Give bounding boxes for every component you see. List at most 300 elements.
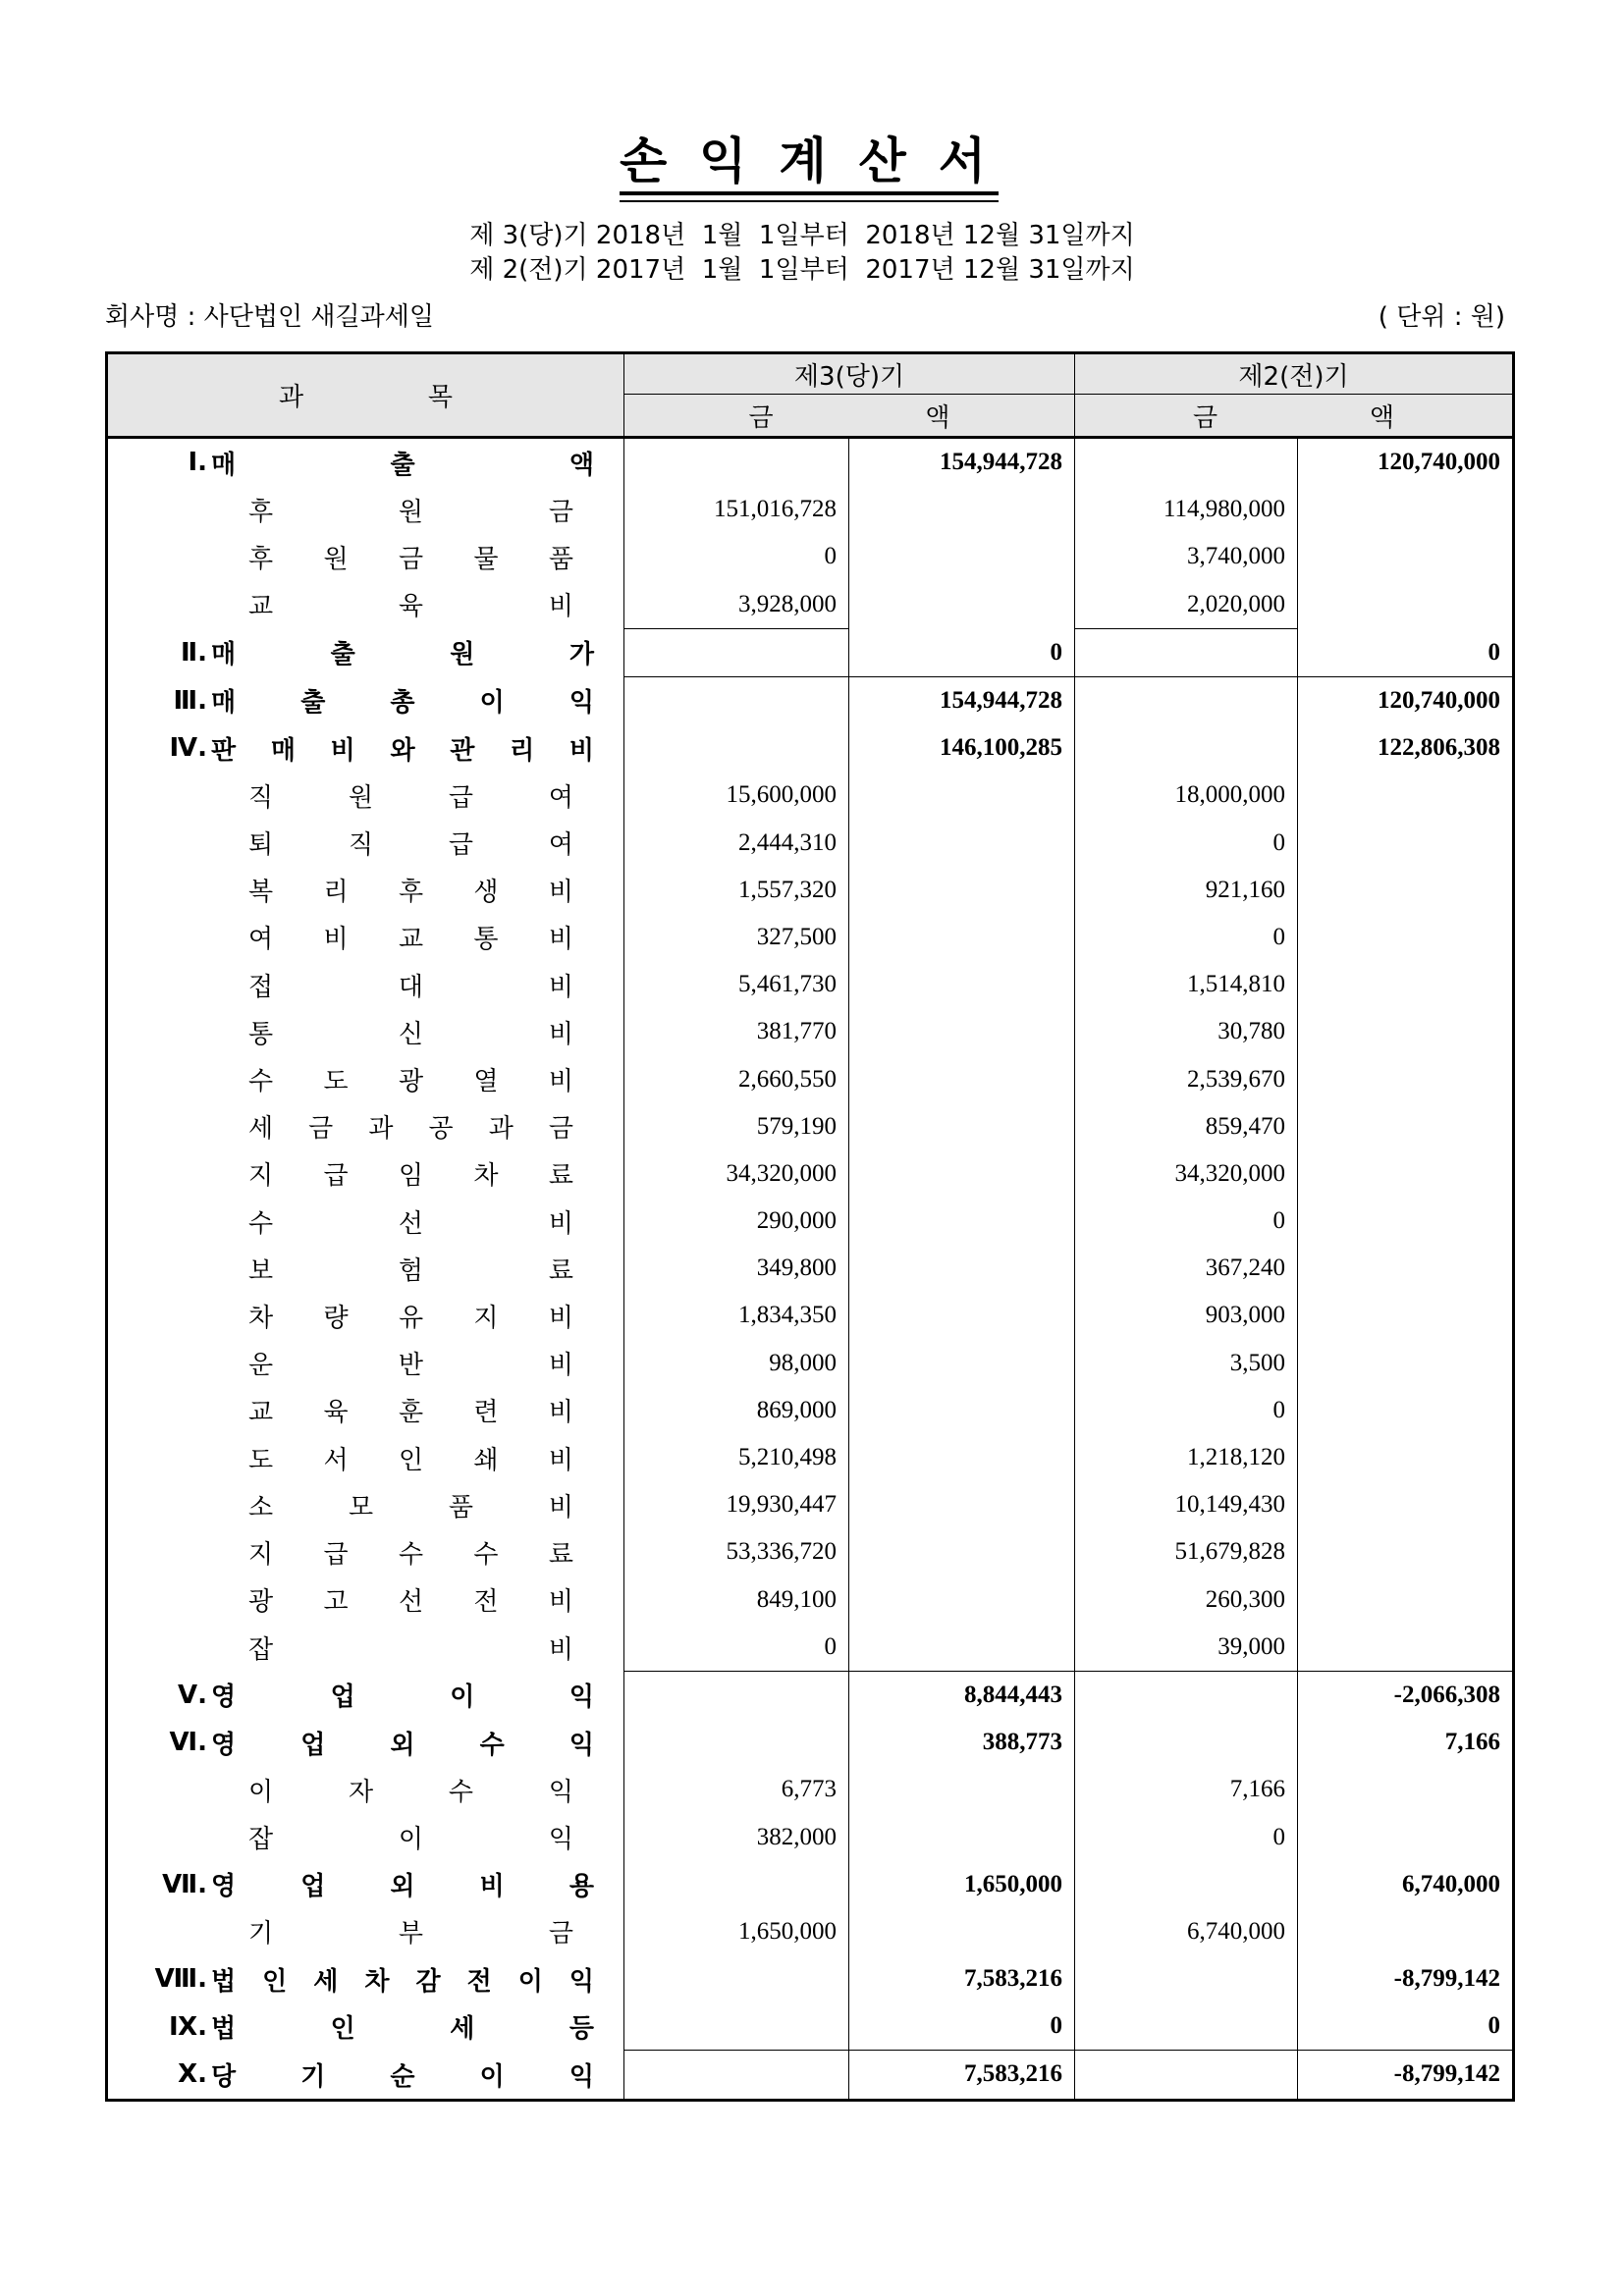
statement-body [107,438,1514,2101]
item-row [107,1908,1514,1955]
current-total-amount-cell [849,1103,1075,1150]
item-label: 세 금 과 공 과 금 [248,1114,573,1145]
item-row [107,1576,1514,1624]
account-cell [107,1008,624,1055]
header-current-amount-label: 금 액 [748,402,950,433]
header-current-amount [624,395,1075,438]
current-total-amount-cell [849,1528,1075,1575]
prior-detail-amount-cell [1075,1719,1298,1766]
current-total-amount: 154,944,728 [940,687,1062,715]
account-cell [107,820,624,867]
current-total-amount-cell [849,724,1075,772]
current-total-amount: 0 [1050,638,1062,666]
prior-detail-amount-cell [1075,1908,1298,1955]
current-detail-amount-cell [624,1434,849,1481]
section-numeral: Ⅵ. [169,1728,207,1758]
prior-total-amount-cell [1298,820,1514,867]
prior-detail-amount: 0 [1272,923,1285,950]
current-total-amount-cell [849,1292,1075,1339]
current-detail-amount: 5,461,730 [738,971,837,998]
item-row [107,1624,1514,1672]
prior-detail-amount-cell [1075,1434,1298,1481]
item-row [107,1055,1514,1102]
current-total-amount-cell [849,1055,1075,1102]
prior-total-amount-cell [1298,628,1514,676]
income-statement-table [105,351,1515,2102]
table-header [107,353,1514,438]
prior-total-amount-cell [1298,1150,1514,1198]
section-label: 영 업 외 비 용 [211,1872,594,1902]
current-total-amount-cell [849,914,1075,961]
prior-total-amount-cell [1298,1528,1514,1575]
current-detail-amount: 382,000 [756,1823,837,1850]
item-label: 수 도 광 열 비 [248,1067,573,1097]
item-row [107,1245,1514,1292]
item-row [107,533,1514,580]
current-total-amount-cell [849,676,1075,724]
current-detail-amount-cell [624,1198,849,1245]
prior-total-amount-cell [1298,1861,1514,1908]
prior-detail-amount: 30,780 [1217,1018,1285,1045]
account-cell [107,1861,624,1908]
prior-detail-amount-cell [1075,486,1298,533]
current-detail-amount: 34,320,000 [726,1159,837,1187]
section-label: 영 업 외 수 익 [211,1730,594,1760]
current-total-amount-cell [849,1813,1075,1860]
current-total-amount: 0 [1050,2012,1062,2040]
current-total-amount: 7,583,216 [964,2060,1062,2088]
item-label: 직 원 급 여 [248,782,573,813]
header-current-period: 제3(당)기 [624,353,1075,395]
account-cell [107,1055,624,1102]
current-detail-amount: 6,773 [781,1776,837,1803]
prior-detail-amount: 3,500 [1229,1349,1285,1376]
prior-total-amount-cell [1298,961,1514,1008]
item-row [107,1292,1514,1339]
account-cell [107,867,624,914]
current-detail-amount: 1,557,320 [738,876,837,903]
current-total-amount-cell [849,1198,1075,1245]
account-cell [107,1528,624,1575]
item-label: 후 원 금 물 품 [248,544,573,574]
prior-detail-amount: 0 [1272,1207,1285,1235]
section-numeral: Ⅹ. [178,2059,207,2090]
account-cell [107,1719,624,1766]
current-total-amount-cell [849,961,1075,1008]
prior-detail-amount: 903,000 [1205,1302,1285,1329]
prior-detail-amount-cell [1075,2051,1298,2100]
section-numeral: Ⅷ. [154,1964,207,1995]
current-detail-amount-cell [624,628,849,676]
item-label: 지 급 수 수 료 [248,1539,573,1570]
item-row [107,1103,1514,1150]
current-period-line: 제 3(당)기 2018년 1월 1일부터 2018년 12월 31일까지 [469,221,1135,250]
section-row [107,676,1514,724]
current-detail-amount-cell [624,1103,849,1150]
prior-detail-amount: 260,300 [1205,1585,1285,1613]
prior-total-amount-cell [1298,581,1514,629]
prior-detail-amount: 7,166 [1229,1776,1285,1803]
prior-detail-amount: 859,470 [1205,1112,1285,1140]
account-cell [107,1671,624,1719]
item-label: 후 원 금 [248,497,573,527]
current-detail-amount: 349,800 [756,1255,837,1282]
section-label: 법 인 세 차 감 전 이 익 [211,1966,594,1997]
prior-total-amount-cell [1298,1813,1514,1860]
current-detail-amount: 2,444,310 [738,828,837,856]
current-detail-amount-cell [624,1055,849,1102]
current-total-amount: 146,100,285 [940,734,1062,762]
current-detail-amount-cell [624,1671,849,1719]
prior-detail-amount: 0 [1272,1396,1285,1423]
current-total-amount-cell [849,1245,1075,1292]
prior-total-amount-cell [1298,867,1514,914]
current-detail-amount-cell [624,1576,849,1624]
prior-period-line: 제 2(전)기 2017년 1월 1일부터 2017년 12월 31일까지 [469,255,1135,285]
section-row [107,628,1514,676]
prior-detail-amount-cell [1075,867,1298,914]
current-detail-amount-cell [624,1955,849,2002]
prior-detail-amount-cell [1075,1861,1298,1908]
prior-total-amount-cell [1298,1245,1514,1292]
account-cell [107,1481,624,1528]
prior-detail-amount: 1,218,120 [1187,1444,1285,1471]
item-label: 통 신 비 [248,1019,573,1049]
current-detail-amount-cell [624,1766,849,1813]
prior-detail-amount: 10,149,430 [1174,1491,1285,1519]
prior-detail-amount-cell [1075,1292,1298,1339]
current-detail-amount-cell [624,438,849,487]
prior-detail-amount: 39,000 [1217,1632,1285,1660]
prior-total-amount-cell [1298,533,1514,580]
section-row [107,2051,1514,2100]
current-total-amount-cell [849,1340,1075,1387]
account-cell [107,1340,624,1387]
company-name: 회사명 : 사단법인 새길과세일 [105,302,434,332]
account-cell [107,1624,624,1672]
prior-total-amount: 6,740,000 [1402,1870,1500,1897]
prior-detail-amount-cell [1075,1150,1298,1198]
current-total-amount-cell [849,1481,1075,1528]
item-row [107,1481,1514,1528]
current-detail-amount-cell [624,961,849,1008]
prior-total-amount: -8,799,142 [1393,2060,1500,2088]
current-detail-amount: 5,210,498 [738,1444,837,1471]
item-label: 교 육 훈 련 비 [248,1398,573,1428]
account-cell [107,1292,624,1339]
current-detail-amount-cell [624,2002,849,2051]
current-detail-amount: 53,336,720 [726,1538,837,1566]
item-row [107,581,1514,629]
prior-detail-amount-cell [1075,1671,1298,1719]
prior-detail-amount-cell [1075,1387,1298,1434]
current-total-amount-cell [849,438,1075,487]
current-detail-amount-cell [624,1340,849,1387]
current-detail-amount-cell [624,533,849,580]
section-numeral: Ⅴ. [178,1680,207,1710]
prior-detail-amount: 921,160 [1205,876,1285,903]
item-row [107,1528,1514,1575]
prior-total-amount-cell [1298,1008,1514,1055]
prior-detail-amount-cell [1075,724,1298,772]
prior-detail-amount: 1,514,810 [1187,971,1285,998]
account-cell [107,724,624,772]
prior-total-amount-cell [1298,1908,1514,1955]
account-cell [107,486,624,533]
section-numeral: Ⅳ. [169,733,207,764]
header-prior-amount-label: 금 액 [1193,402,1394,433]
section-label: 영 업 이 익 [211,1682,594,1713]
current-detail-amount: 3,928,000 [738,590,837,617]
item-row [107,486,1514,533]
section-row [107,1719,1514,1766]
account-cell [107,438,624,487]
account-cell [107,1245,624,1292]
item-label: 여 비 교 통 비 [248,925,573,955]
item-label: 소 모 품 비 [248,1492,573,1522]
current-detail-amount-cell [624,2051,849,2100]
account-cell [107,1576,624,1624]
current-detail-amount: 2,660,550 [738,1065,837,1093]
item-label: 퇴 직 급 여 [248,830,573,861]
prior-total-amount: 0 [1488,638,1500,666]
item-label: 광 고 선 전 비 [248,1587,573,1618]
item-row [107,1198,1514,1245]
prior-detail-amount: 114,980,000 [1163,496,1285,523]
current-total-amount-cell [849,1671,1075,1719]
section-label: 법 인 세 등 [211,2014,594,2045]
current-total-amount-cell [849,1434,1075,1481]
header-row-periods [107,353,1514,395]
prior-total-amount-cell [1298,1955,1514,2002]
section-numeral: Ⅶ. [162,1869,207,1899]
prior-detail-amount-cell [1075,1576,1298,1624]
item-label: 기 부 금 [248,1919,573,1949]
header-prior-amount [1075,395,1514,438]
account-cell [107,676,624,724]
section-row [107,724,1514,772]
item-row [107,961,1514,1008]
section-numeral: Ⅰ. [188,448,207,478]
current-total-amount-cell [849,1150,1075,1198]
document-title: 손 익 계 산 서 [620,133,986,189]
prior-detail-amount-cell [1075,2002,1298,2051]
current-total-amount-cell [849,1624,1075,1672]
prior-total-amount-cell [1298,1292,1514,1339]
prior-total-amount-cell [1298,914,1514,961]
account-cell [107,1103,624,1150]
prior-detail-amount-cell [1075,581,1298,629]
item-row [107,820,1514,867]
item-label: 도 서 인 쇄 비 [248,1445,573,1475]
prior-detail-amount: 367,240 [1205,1255,1285,1282]
account-cell [107,2002,624,2051]
prior-total-amount-cell [1298,772,1514,819]
item-row [107,1008,1514,1055]
prior-detail-amount-cell [1075,1103,1298,1150]
prior-detail-amount-cell [1075,1245,1298,1292]
item-row [107,914,1514,961]
current-detail-amount-cell [624,1719,849,1766]
prior-detail-amount-cell [1075,1008,1298,1055]
prior-detail-amount: 0 [1272,1823,1285,1850]
prior-detail-amount-cell [1075,772,1298,819]
prior-total-amount-cell [1298,1481,1514,1528]
prior-detail-amount-cell [1075,676,1298,724]
current-total-amount-cell [849,820,1075,867]
item-label: 수 선 비 [248,1208,573,1239]
prior-total-amount: -2,066,308 [1393,1681,1500,1708]
prior-total-amount: 7,166 [1444,1729,1500,1756]
current-detail-amount-cell [624,1292,849,1339]
current-detail-amount: 19,930,447 [726,1491,837,1519]
current-total-amount-cell [849,1719,1075,1766]
prior-detail-amount-cell [1075,1340,1298,1387]
account-cell [107,628,624,676]
current-total-amount: 1,650,000 [964,1870,1062,1897]
current-detail-amount: 151,016,728 [714,496,837,523]
current-detail-amount-cell [624,867,849,914]
account-cell [107,1150,624,1198]
current-detail-amount-cell [624,1813,849,1860]
account-cell [107,961,624,1008]
current-detail-amount: 1,834,350 [738,1302,837,1329]
current-total-amount: 7,583,216 [964,1965,1062,1993]
current-total-amount-cell [849,1576,1075,1624]
item-row [107,1766,1514,1813]
current-detail-amount-cell [624,1481,849,1528]
account-cell [107,1813,624,1860]
current-total-amount: 8,844,443 [964,1681,1062,1708]
account-cell [107,1387,624,1434]
current-total-amount-cell [849,486,1075,533]
current-detail-amount-cell [624,1150,849,1198]
header-prior-period: 제2(전)기 [1075,353,1514,395]
section-row [107,438,1514,487]
prior-total-amount-cell [1298,676,1514,724]
prior-total-amount-cell [1298,1766,1514,1813]
section-row [107,1671,1514,1719]
current-detail-amount: 98,000 [769,1349,837,1376]
current-detail-amount-cell [624,772,849,819]
current-total-amount-cell [849,628,1075,676]
current-detail-amount: 869,000 [756,1396,837,1423]
account-cell [107,2051,624,2100]
prior-total-amount-cell [1298,438,1514,487]
prior-detail-amount-cell [1075,1055,1298,1102]
prior-detail-amount: 2,539,670 [1187,1065,1285,1093]
prior-detail-amount-cell [1075,914,1298,961]
item-row [107,1150,1514,1198]
current-detail-amount-cell [624,1624,849,1672]
title-double-underline [620,191,999,202]
item-label: 접 대 비 [248,972,573,1002]
prior-total-amount-cell [1298,1719,1514,1766]
current-detail-amount-cell [624,724,849,772]
header-account-label: 과 목 [279,383,453,412]
prior-detail-amount-cell [1075,1528,1298,1575]
prior-detail-amount: 6,740,000 [1187,1917,1285,1945]
current-detail-amount: 579,190 [756,1112,837,1140]
current-detail-amount-cell [624,1861,849,1908]
item-label: 잡 비 [248,1634,573,1665]
prior-total-amount-cell [1298,1434,1514,1481]
current-total-amount-cell [849,1861,1075,1908]
prior-total-amount: 120,740,000 [1378,687,1500,715]
current-total-amount-cell [849,867,1075,914]
prior-detail-amount-cell [1075,961,1298,1008]
prior-detail-amount: 3,740,000 [1187,543,1285,570]
prior-detail-amount-cell [1075,1955,1298,2002]
current-total-amount-cell [849,581,1075,629]
item-label: 교 육 비 [248,592,573,622]
current-detail-amount: 1,650,000 [738,1917,837,1945]
prior-detail-amount-cell [1075,1624,1298,1672]
prior-detail-amount: 2,020,000 [1187,590,1285,617]
section-row [107,1861,1514,1908]
prior-total-amount: -8,799,142 [1393,1965,1500,1993]
current-detail-amount-cell [624,486,849,533]
current-total-amount-cell [849,1766,1075,1813]
section-numeral: Ⅱ. [180,637,207,667]
prior-total-amount: 0 [1488,2012,1500,2040]
account-cell [107,1434,624,1481]
section-numeral: Ⅸ. [168,2011,207,2042]
current-detail-amount: 381,770 [756,1018,837,1045]
prior-total-amount-cell [1298,1198,1514,1245]
current-detail-amount: 290,000 [756,1207,837,1235]
current-total-amount-cell [849,1908,1075,1955]
prior-total-amount-cell [1298,1340,1514,1387]
item-label: 보 험 료 [248,1255,573,1286]
prior-detail-amount-cell [1075,820,1298,867]
prior-detail-amount-cell [1075,1766,1298,1813]
current-total-amount-cell [849,533,1075,580]
section-row [107,2002,1514,2051]
account-cell [107,1908,624,1955]
current-detail-amount-cell [624,1387,849,1434]
current-detail-amount-cell [624,1528,849,1575]
section-label: 매 출 액 [211,450,594,480]
prior-detail-amount: 34,320,000 [1174,1159,1285,1187]
item-label: 잡 이 익 [248,1825,573,1855]
item-row [107,1340,1514,1387]
item-row [107,1387,1514,1434]
prior-total-amount-cell [1298,1055,1514,1102]
prior-detail-amount-cell [1075,533,1298,580]
prior-total-amount: 122,806,308 [1378,734,1500,762]
prior-total-amount-cell [1298,724,1514,772]
section-label: 당 기 순 이 익 [211,2061,594,2092]
current-detail-amount: 0 [824,543,837,570]
prior-total-amount-cell [1298,1103,1514,1150]
current-total-amount: 388,773 [982,1729,1062,1756]
prior-total-amount: 120,740,000 [1378,449,1500,476]
prior-detail-amount-cell [1075,1813,1298,1860]
prior-detail-amount-cell [1075,1481,1298,1528]
item-label: 지 급 임 차 료 [248,1161,573,1192]
section-numeral: Ⅲ. [173,685,207,716]
current-detail-amount: 327,500 [756,923,837,950]
current-detail-amount-cell [624,676,849,724]
prior-detail-amount-cell [1075,1198,1298,1245]
account-cell [107,914,624,961]
current-detail-amount: 0 [824,1632,837,1660]
current-detail-amount: 849,100 [756,1585,837,1613]
account-cell [107,1955,624,2002]
current-detail-amount: 15,600,000 [726,781,837,809]
item-label: 차 량 유 지 비 [248,1303,573,1333]
